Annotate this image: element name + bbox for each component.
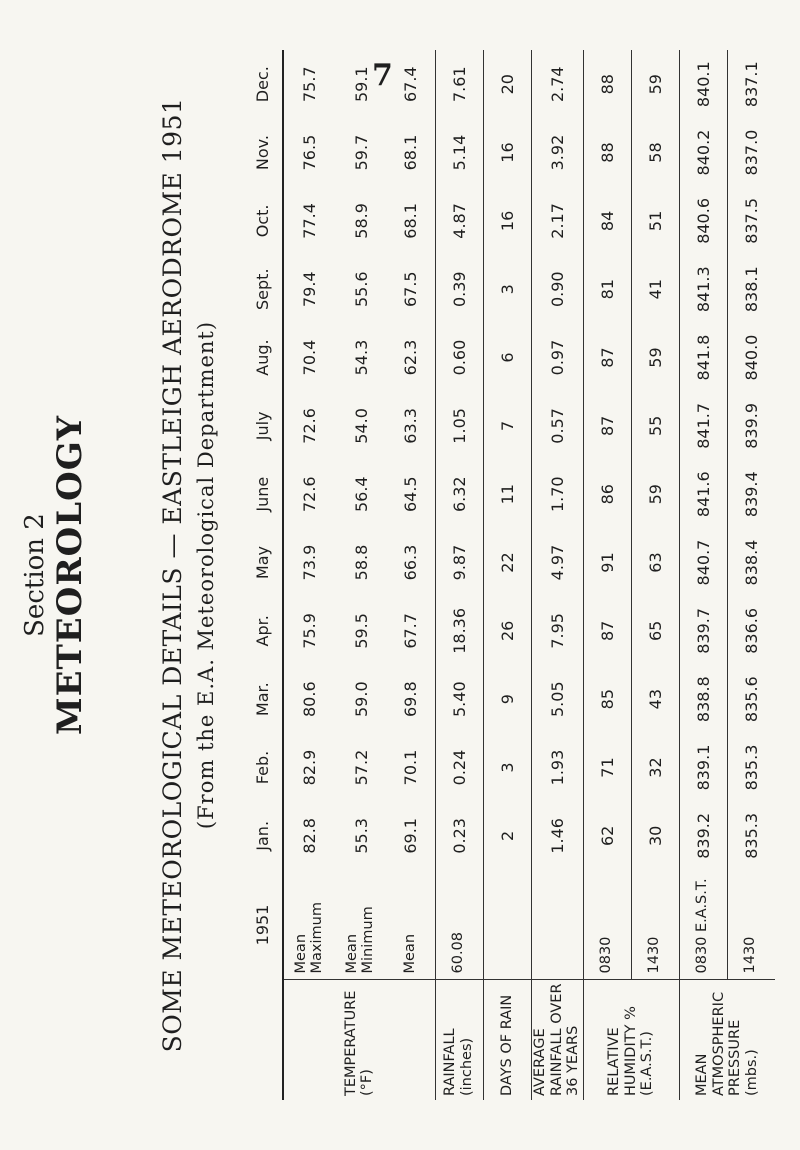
value-cell: 64.5: [401, 476, 421, 513]
value-cell: 839.1: [679, 733, 727, 801]
value-cell: 841.7: [679, 392, 727, 460]
weather-table: [242, 50, 775, 1100]
page-number: 7: [372, 58, 393, 93]
value-cell: 62: [583, 802, 631, 870]
value-cell: 836.6: [727, 597, 775, 665]
month-header: Nov.: [242, 118, 283, 186]
month-header: Oct.: [242, 187, 283, 255]
row-label: 1430: [631, 870, 679, 980]
value-cell: 57.2: [351, 749, 371, 786]
value-cell: 81: [583, 255, 631, 323]
value-cell: 3: [483, 255, 531, 323]
row-label: 1430: [727, 870, 775, 980]
value-cell: 0.60: [435, 323, 483, 391]
value-cell: 67.5: [401, 271, 421, 308]
value-cell: 55.3: [351, 818, 371, 854]
value-cell: 7.95: [531, 597, 583, 665]
value-cell: 838.1: [727, 255, 775, 323]
month-header: June: [242, 460, 283, 528]
value-cell: 59.0: [351, 681, 371, 717]
value-cell: 26: [483, 597, 531, 665]
value-cell: 58: [631, 118, 679, 186]
value-cell: 32: [631, 733, 679, 801]
value-cell: 70.4: [300, 339, 319, 376]
value-cell: 67.7: [401, 613, 421, 649]
value-cell: 80.6: [300, 681, 319, 717]
month-header: Feb.: [242, 733, 283, 801]
value-cell: 1.93: [531, 733, 583, 801]
value-cell: 840.2: [679, 118, 727, 186]
value-cell: 68.1: [401, 203, 421, 239]
month-header: Sept.: [242, 255, 283, 323]
value-cell: 77.4: [300, 203, 319, 239]
value-cell: 1.70: [531, 460, 583, 528]
value-cell: 73.9: [300, 544, 319, 581]
value-cell: 838.4: [727, 528, 775, 596]
value-cell: 4.87: [435, 187, 483, 255]
month-header: Aug.: [242, 323, 283, 391]
value-cell: 54.3: [351, 339, 371, 376]
value-cell: 84: [583, 187, 631, 255]
value-cell: 840.7: [679, 528, 727, 596]
row-label: 0830: [583, 870, 631, 980]
category-relative-humidity: RELATIVE HUMIDITY % (E.A.S.T.): [583, 980, 679, 1100]
section-label: Section 2: [20, 513, 50, 637]
value-cell: 62.3: [401, 339, 421, 376]
value-cell: 82.8: [300, 818, 319, 854]
value-cell: 72.6: [300, 476, 319, 513]
value-cell: 55: [631, 392, 679, 460]
table-row: [387, 50, 435, 1100]
year-header: 1951: [242, 870, 283, 980]
value-cell: 2.74: [531, 50, 583, 118]
value-cell: 16: [483, 187, 531, 255]
value-cell: 59: [631, 460, 679, 528]
value-cell: 30: [631, 802, 679, 870]
value-cell: 6: [483, 323, 531, 391]
table-row: [727, 50, 775, 1100]
value-cell: 5.14: [435, 118, 483, 186]
value-cell: 835.6: [727, 665, 775, 733]
table-row: [531, 50, 583, 1100]
value-cell: 54.0: [351, 408, 371, 444]
value-cell: 18.36: [435, 597, 483, 665]
value-cell: 86: [583, 460, 631, 528]
value-cell: 6.32: [435, 460, 483, 528]
table-row: [583, 50, 631, 1100]
value-cell: 68.1: [401, 134, 421, 171]
month-header: May: [242, 528, 283, 596]
value-cell: 22: [483, 528, 531, 596]
value-cell: 835.3: [727, 733, 775, 801]
value-cell: 841.6: [679, 460, 727, 528]
value-cell: 839.7: [679, 597, 727, 665]
value-cell: 88: [583, 50, 631, 118]
value-cell: 71: [583, 733, 631, 801]
value-cell: 0.90: [531, 255, 583, 323]
value-cell: 59: [631, 323, 679, 391]
category-average-rainfall: AVERAGE RAINFALL OVER 36 YEARS: [531, 980, 583, 1100]
value-cell: 75.9: [300, 613, 319, 649]
value-cell: 839.4: [727, 460, 775, 528]
table-row: [435, 50, 483, 1100]
row-label: Mean Maximum: [283, 870, 335, 980]
month-header: Dec.: [242, 50, 283, 118]
value-cell: 79.4: [300, 271, 319, 308]
value-cell: 0.97: [531, 323, 583, 391]
row-label: 0830 E.A.S.T.: [679, 870, 727, 980]
value-cell: 3: [483, 733, 531, 801]
value-cell: 70.1: [401, 749, 421, 786]
value-cell: 1.05: [435, 392, 483, 460]
value-cell: 58.9: [351, 203, 371, 239]
value-cell: 9: [483, 665, 531, 733]
value-cell: 840.0: [727, 323, 775, 391]
category-rainfall: RAINFALL (inches): [435, 980, 483, 1100]
table-row: [483, 50, 531, 1100]
value-cell: 2.17: [531, 187, 583, 255]
row-label: [531, 870, 583, 980]
value-cell: 43: [631, 665, 679, 733]
value-cell: 91: [583, 528, 631, 596]
value-cell: 59: [631, 50, 679, 118]
value-cell: 5.40: [435, 665, 483, 733]
value-cell: 69.1: [401, 818, 421, 854]
value-cell: 0.57: [531, 392, 583, 460]
value-cell: 2: [483, 802, 531, 870]
value-cell: 67.4: [401, 66, 421, 103]
row-label: Mean Minimum: [335, 870, 387, 980]
value-cell: 56.4: [351, 476, 371, 513]
value-cell: 58.8: [351, 544, 371, 581]
value-cell: 838.8: [679, 665, 727, 733]
value-cell: 7: [483, 392, 531, 460]
value-cell: 65: [631, 597, 679, 665]
value-cell: 59.5: [351, 613, 371, 649]
table-row: [283, 50, 335, 1100]
value-cell: 75.7: [300, 66, 319, 103]
month-header: Apr.: [242, 597, 283, 665]
value-cell: 51: [631, 187, 679, 255]
month-header: Jan.: [242, 802, 283, 870]
value-cell: 837.5: [727, 187, 775, 255]
value-cell: 835.3: [727, 802, 775, 870]
value-cell: 87: [583, 323, 631, 391]
value-cell: 841.8: [679, 323, 727, 391]
value-cell: 87: [583, 392, 631, 460]
value-cell: 1.46: [531, 802, 583, 870]
value-cell: 841.3: [679, 255, 727, 323]
value-cell: 59.7: [351, 134, 371, 171]
table-row: [679, 50, 727, 1100]
value-cell: 7.61: [435, 50, 483, 118]
value-cell: 20: [483, 50, 531, 118]
row-label: [483, 870, 531, 980]
category-atmospheric-pressure: MEAN ATMOSPHERIC PRESSURE (mbs.): [679, 980, 775, 1100]
value-cell: 66.3: [401, 544, 421, 581]
table-row: [335, 50, 387, 1100]
value-cell: 0.24: [435, 733, 483, 801]
main-title: METEOROLOGY: [50, 414, 90, 736]
value-cell: 87: [583, 597, 631, 665]
value-cell: 41: [631, 255, 679, 323]
month-header: Mar.: [242, 665, 283, 733]
row-label: Mean: [387, 870, 435, 980]
value-cell: 63.3: [401, 408, 421, 444]
value-cell: 840.6: [679, 187, 727, 255]
report-subtitle: SOME METEOROLOGICAL DETAILS — EASTLEIGH AERODROME 1951: [158, 97, 187, 1053]
header-blank: [242, 980, 283, 1100]
row-label: 60.08: [435, 870, 483, 980]
value-cell: 69.8: [401, 681, 421, 717]
value-cell: 11: [483, 460, 531, 528]
value-cell: 76.5: [300, 134, 319, 171]
value-cell: 839.2: [679, 802, 727, 870]
value-cell: 55.6: [351, 271, 371, 308]
value-cell: 837.1: [727, 50, 775, 118]
category-temperature: TEMPERATURE (°F): [342, 990, 376, 1096]
value-cell: 5.05: [531, 665, 583, 733]
value-cell: 9.87: [435, 528, 483, 596]
value-cell: 72.6: [300, 408, 319, 444]
value-cell: 88: [583, 118, 631, 186]
value-cell: 82.9: [300, 749, 319, 786]
value-cell: 59.1: [351, 66, 371, 103]
value-cell: 63: [631, 528, 679, 596]
value-cell: 839.9: [727, 392, 775, 460]
value-cell: 4.97: [531, 528, 583, 596]
month-header: July: [242, 392, 283, 460]
value-cell: 16: [483, 118, 531, 186]
month-header-row: [242, 50, 283, 1100]
value-cell: 840.1: [679, 50, 727, 118]
category-days-of-rain: DAYS OF RAIN: [483, 980, 531, 1100]
value-cell: 0.39: [435, 255, 483, 323]
value-cell: 837.0: [727, 118, 775, 186]
value-cell: 0.23: [435, 802, 483, 870]
table-row: [631, 50, 679, 1100]
value-cell: 3.92: [531, 118, 583, 186]
source-note: (From the E.A. Meteorological Department): [194, 320, 218, 830]
value-cell: 85: [583, 665, 631, 733]
